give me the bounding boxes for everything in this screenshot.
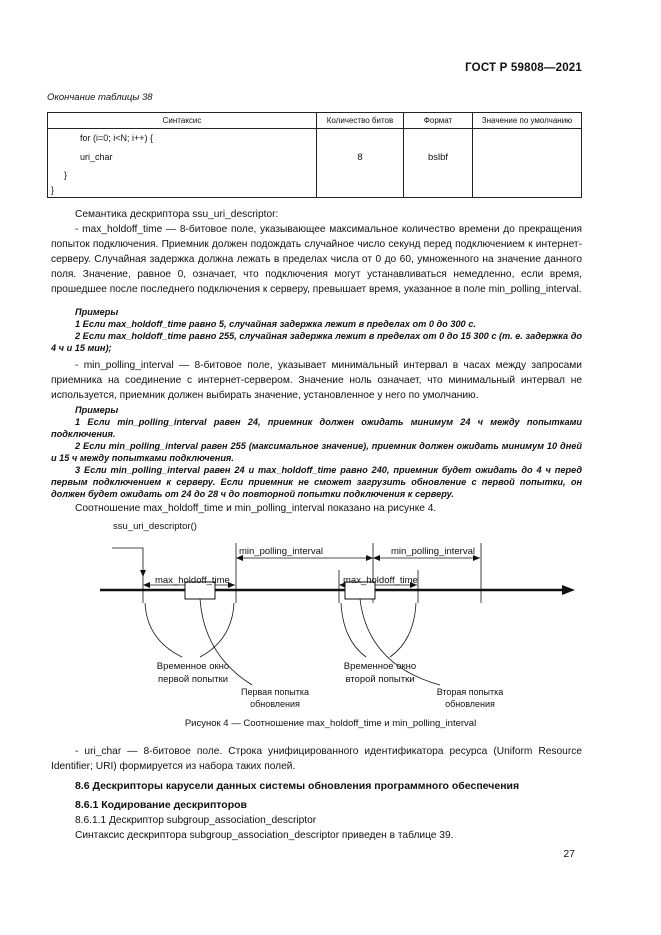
section-8-6-1-1-heading: 8.6.1.1 Дескриптор subgroup_association_descriptor — [75, 815, 317, 826]
code-line-close-inner: } — [64, 170, 68, 180]
min-polling-label-2: min_polling_interval — [391, 546, 475, 557]
descriptor-label: ssu_uri_descriptor() — [113, 521, 197, 532]
window2-label-line2: второй попытки — [345, 674, 415, 685]
min-polling-description: - min_polling_interval — 8-битовое поле, указывает минимальный интервал в часах между запросами приемника на соединение с интернет-сервером. Значение ноль означает, что минимальный интервал не используется, приемник должен выбирать значение, установленное у него по умолчанию. — [51, 360, 582, 401]
section-8-6-1-heading: 8.6.1 Кодирование дескрипторов — [75, 799, 247, 811]
max-holdoff-label-2: max_holdoff_time — [343, 575, 418, 586]
window1-label-line1: Временное окно — [156, 661, 230, 672]
window2-label-line1: Временное окно — [343, 661, 417, 672]
code-line-for: for (i=0; i<N; i++) { — [80, 133, 154, 143]
semantics-title: Семантика дескриптора ssu_uri_descriptor: — [75, 209, 279, 220]
example2-item-3: 3 Если min_polling_interval равен 24 и max_holdoff_time равно 240, приемник будет ожидать до 4 ч перед первым подключением к серверу. Если приемник не сможет загрузить обновление с первой попытки, он должен будет ожидать от 24 до 28 ч до повторной попытки подключения к серверу. — [51, 465, 582, 499]
window1-label-line2: первой попытки — [157, 674, 229, 685]
time-axis-arrow-icon — [562, 585, 575, 595]
figure-caption: Рисунок 4 — Соотношение max_holdoff_time и min_polling_interval — [184, 718, 477, 729]
window1-bracket-right — [200, 603, 234, 657]
update1-label-line1: Первая попытка — [240, 687, 310, 697]
descriptor-pointer — [112, 548, 143, 560]
max-holdoff-description: - max_holdoff_time — 8-битовое поле, указывающее максимальное количество времени до прекращения попыток подключения. Приемник должен подождать случайное число секунд перед подключением к интернет-серверу. Случайная задержка должна лежать в пределах числа от 0 до 60, умноженного на значение данного поля. Значение, равное 0, означает, что подключения могут устанавливаться немедленно, если время, прошедшее после последнего подключения к серверу, превышает время, указанное в поле min_polling_interval. — [51, 224, 582, 295]
col-header-default: Значение по умолчанию — [473, 113, 582, 129]
bits-cell — [317, 129, 404, 198]
bits-value: 8 — [357, 152, 363, 163]
code-line-uri-char: uri_char — [80, 152, 113, 162]
section-8-6-heading: 8.6 Дескрипторы карусели данных системы обновления программного обеспечения — [75, 780, 520, 792]
code-line-close-outer: } — [51, 185, 55, 195]
example1-item-1: 1 Если max_holdoff_time равно 5, случайная задержка лежит в пределах от 0 до 300 с. — [75, 319, 476, 329]
min-polling-label-1: min_polling_interval — [239, 546, 323, 557]
format-cell — [404, 129, 473, 198]
table-header-row — [48, 113, 582, 129]
example1-item-2: 2 Если max_holdoff_time равно 255, случайная задержка лежит в пределах от 0 до 15 300 с (т. е. задержка до 4 ч и 15 мин); — [51, 331, 582, 353]
standard-header: ГОСТ Р 59808—2021 — [465, 62, 582, 74]
update2-label-line1: Вторая попытка — [436, 687, 504, 697]
example2-item-2: 2 Если min_polling_interval равен 255 (максимальное значение), приемник должен ожидать минимум 10 дней и 15 ч между попытками подключения. — [51, 441, 582, 463]
window2-bracket-right — [390, 603, 416, 657]
col-header-format: Формат — [404, 113, 473, 129]
table-row — [48, 129, 582, 198]
update1-label — [230, 686, 320, 710]
max-holdoff-label-1: max_holdoff_time — [155, 575, 230, 586]
col-header-syntax: Синтаксис — [48, 113, 317, 129]
code-cell — [48, 129, 317, 198]
window2-label — [337, 660, 423, 686]
update2-label — [425, 686, 515, 710]
update1-label-line2: обновления — [250, 699, 300, 709]
format-value: bslbf — [427, 152, 449, 163]
examples1-title: Примеры — [75, 307, 119, 317]
window1-label — [150, 660, 236, 686]
window1-bracket-left — [145, 603, 182, 657]
ratio-text: Соотношение max_holdoff_time и min_polling_interval показано на рисунке 4. — [75, 503, 437, 514]
default-cell — [473, 129, 582, 198]
examples2-title: Примеры — [75, 405, 119, 415]
table-caption: Окончание таблицы 38 — [47, 92, 153, 103]
uri-char-description: - uri_char — 8-битовое поле. Строка унифицированного идентификатора ресурса (Uniform Resource Identifier; URI) формируется из набора таких полей. — [51, 746, 582, 772]
example2-item-1: 1 Если min_polling_interval равен 24, приемник должен ожидать минимум 24 ч между попытками подключения. — [51, 417, 582, 439]
update2-label-line2: обновления — [445, 699, 495, 709]
timing-figure — [0, 515, 661, 730]
syntax-table — [47, 112, 582, 198]
section-8-6-1-1-text: Синтаксис дескриптора subgroup_association_descriptor приведен в таблице 39. — [75, 830, 454, 841]
page-number: 27 — [563, 848, 575, 860]
col-header-bits: Количество битов — [317, 113, 404, 129]
